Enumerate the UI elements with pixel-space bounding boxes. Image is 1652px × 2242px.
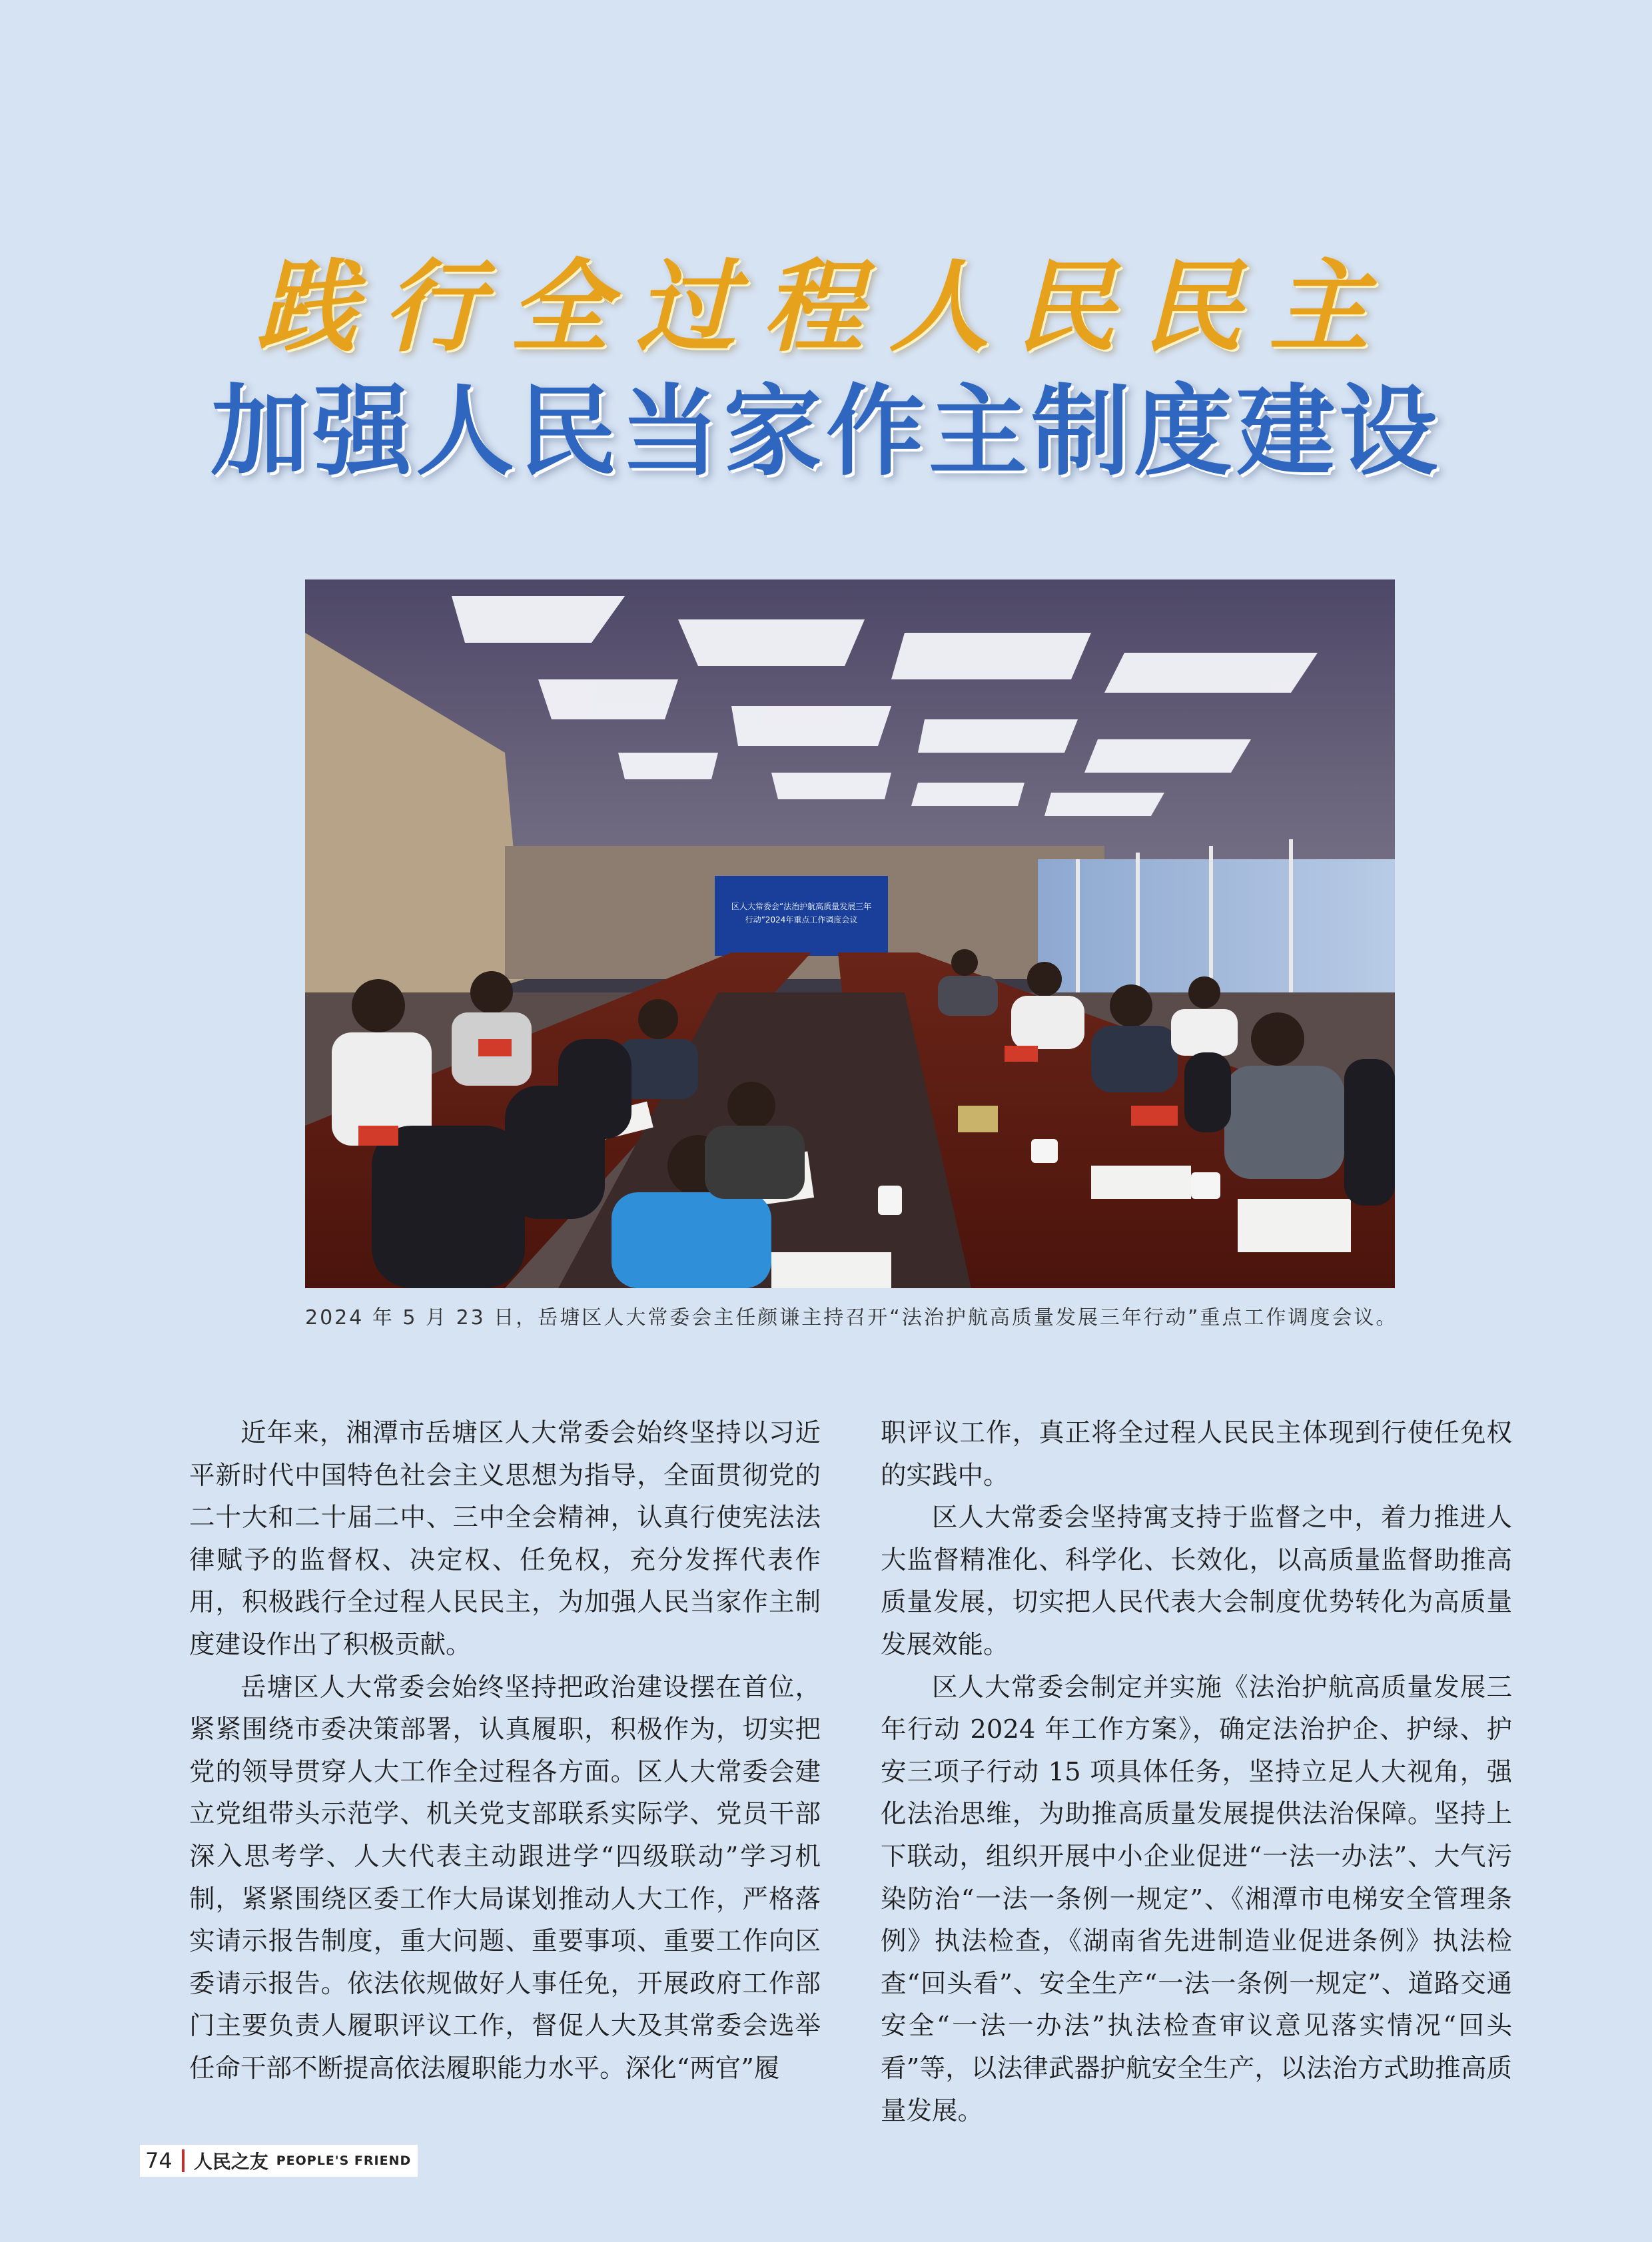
- magazine-name-en: PEOPLE'S FRIEND: [276, 2153, 412, 2168]
- svg-text:区人大常委会“法治护航高质量发展三年: 区人大常委会“法治护航高质量发展三年: [731, 902, 872, 911]
- paragraph: 区人大常委会坚持寓支持于监督之中，着力推进人大监督精准化、科学化、长效化，以高质量监督助推高质量发展，切实把人民代表大会制度优势转化为高质量发展效能。: [881, 1503, 1512, 1660]
- page-footer: [140, 2145, 418, 2177]
- article-column-left: [189, 1412, 821, 2090]
- paragraph: 近年来，湘潭市岳塘区人大常委会始终坚持以习近平新时代中国特色社会主义思想为指导，全面贯彻党的二十大和二十届二中、三中全会精神，认真行使宪法法律赋予的监督权、决定权、任免权，充分发挥代表作用，积极践行全过程人民民主，为加强人民当家作主制度建设作出了积极贡献。: [189, 1418, 821, 1660]
- meeting-photo: [305, 579, 1395, 1288]
- svg-text:行动”2024年重点工作调度会议: 行动”2024年重点工作调度会议: [745, 915, 858, 925]
- headline-line-1: 践行全过程人民民主: [256, 248, 1396, 366]
- paragraph: 区人大常委会制定并实施《法治护航高质量发展三年行动 2024 年工作方案》，确定法治护企、护绿、护安三项子行动 15 项具体任务，坚持立足人大视角，强化法治思维，为助推高质量发展提供法治保障。坚持上下联动，组织开展中小企业促进“一法一办法”、大气污染防治“一法一条例一规定”、《湘潭市电梯安全管理条例》执法检查，《湖南省先进制造业促进条例》执法检查“回头看”、安全生产“一法一条例一规定”、道路交通安全“一法一办法”执法检查审议意见落实情况“回头看”等，以法律武器护航安全生产，以法治方式助推高质量发展。: [881, 1672, 1512, 2126]
- page-number: 74: [145, 2148, 173, 2173]
- paragraph-continuation: 职评议工作，真正将全过程人民民主体现到行使任免权的实践中。: [881, 1418, 1512, 1491]
- footer-divider: [182, 2149, 185, 2172]
- article-column-right: [881, 1412, 1512, 2132]
- magazine-name-cn: 人民之友: [193, 2151, 268, 2173]
- paragraph: 岳塘区人大常委会始终坚持把政治建设摆在首位，紧紧围绕市委决策部署，认真履职，积极作为，切实把党的领导贯穿人大工作全过程各方面。区人大常委会建立党组带头示范学、机关党支部联系实际学、党员干部深入思考学、人大代表主动跟进学“四级联动”学习机制，紧紧围绕区委工作大局谋划推动人大工作，严格落实请示报告制度，重大问题、重要事项、重要工作向区委请示报告。依法依规做好人事任免，开展政府工作部门主要负责人履职评议工作，督促人大及其常委会选举任命干部不断提高依法履职能力水平。深化“两官”履: [189, 1672, 821, 2083]
- headline-line-2: 加强人民当家作主制度建设: [210, 374, 1442, 489]
- photo-caption: 2024 年 5 月 23 日，岳塘区人大常委会主任颜谦主持召开“法治护航高质量发展三年行动”重点工作调度会议。: [305, 1306, 1398, 1329]
